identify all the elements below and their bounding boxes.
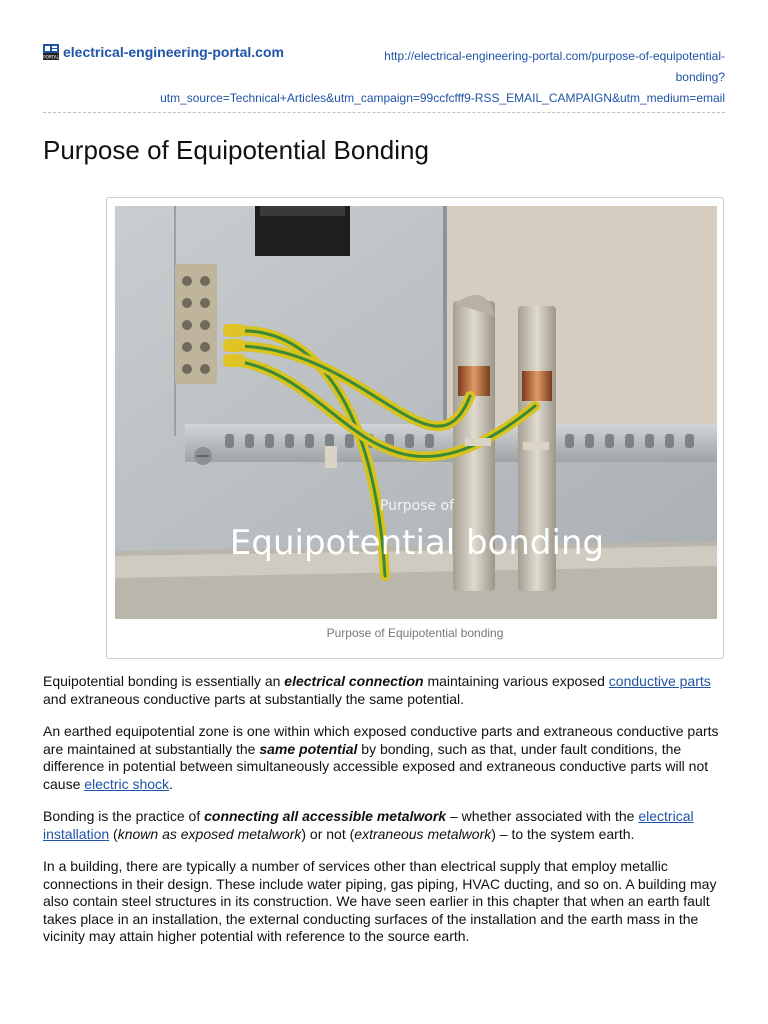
bonding-photo	[115, 206, 717, 619]
p3-text-4: ) or not (	[301, 825, 355, 842]
p1-text-3: and extraneous conductive parts at substantially the same potential.	[43, 690, 465, 707]
p3-text-2: – whether associated with the	[446, 808, 639, 824]
url-line-2[interactable]: bonding?	[675, 70, 725, 84]
p3-bold-term: connecting all accessible metalwork	[204, 808, 447, 824]
p2-text-3: .	[169, 775, 173, 792]
conductive-parts-link[interactable]: conductive parts	[608, 673, 711, 689]
p1-text-2: maintaining various exposed	[423, 673, 609, 689]
paragraph-1	[43, 673, 727, 708]
article-body	[43, 673, 727, 961]
p3-text-3: (	[109, 825, 118, 842]
electrical-installation-link[interactable]: electrical installation	[43, 808, 694, 842]
paragraph-4: In a building, there are typically a number of services other than electrical supply that employ metallic connections in their design. These include water piping, gas piping, HVAC ducting, and so on. A building may also contain steel structures in its construction. We have seen earlier in this chapter that when an earth fault takes place in an installation, the external conducting surfaces of the installation and the earth mass in the vicinity may attain higher potential with reference to the source earth.	[43, 858, 717, 944]
p1-bold-term: electrical connection	[284, 673, 424, 689]
paragraph-3	[43, 808, 727, 843]
p1-text-1: Equipotential bonding is essentially an	[43, 673, 285, 689]
article-figure	[106, 197, 724, 659]
source-url-link[interactable]	[35, 46, 725, 109]
site-name-link[interactable]: electrical-engineering-portal.com	[63, 44, 284, 60]
p2-text-2: by bonding, such as that, under fault conditions, the difference in potential between simultaneously accessible exposed and extraneous conductive parts will not cause	[43, 740, 709, 792]
p3-text-1: Bonding is the practice of	[43, 808, 205, 824]
p3-text-5: ) – to the system earth.	[491, 825, 635, 842]
svg-text:PORTAL: PORTAL	[43, 54, 59, 60]
url-line-1[interactable]: http://electrical-engineering-portal.com/purpose-of-equipotential-	[384, 49, 725, 63]
overlay-title: Equipotential bonding	[229, 523, 605, 563]
url-line-3[interactable]: utm_source=Technical+Articles&utm_campaign=99ccfcfff9-RSS_EMAIL_CAMPAIGN&utm_medium=email	[160, 91, 725, 105]
p2-bold-term: same potential	[259, 740, 358, 757]
overlay-subtitle: Purpose of	[379, 498, 455, 514]
p3-italic-1: known as exposed metalwork	[117, 825, 302, 842]
p3-italic-2: extraneous metalwork	[354, 825, 492, 842]
figure-caption: Purpose of Equipotential bonding	[326, 626, 504, 640]
paragraph-2	[43, 723, 727, 793]
electric-shock-link[interactable]: electric shock	[84, 775, 170, 792]
page-header	[43, 44, 725, 113]
article-title: Purpose of Equipotential Bonding	[43, 135, 429, 165]
p2-text-1: An earthed equipotential zone is one within which exposed conductive parts and extraneous conductive parts are maintained at substantially the	[43, 723, 719, 757]
